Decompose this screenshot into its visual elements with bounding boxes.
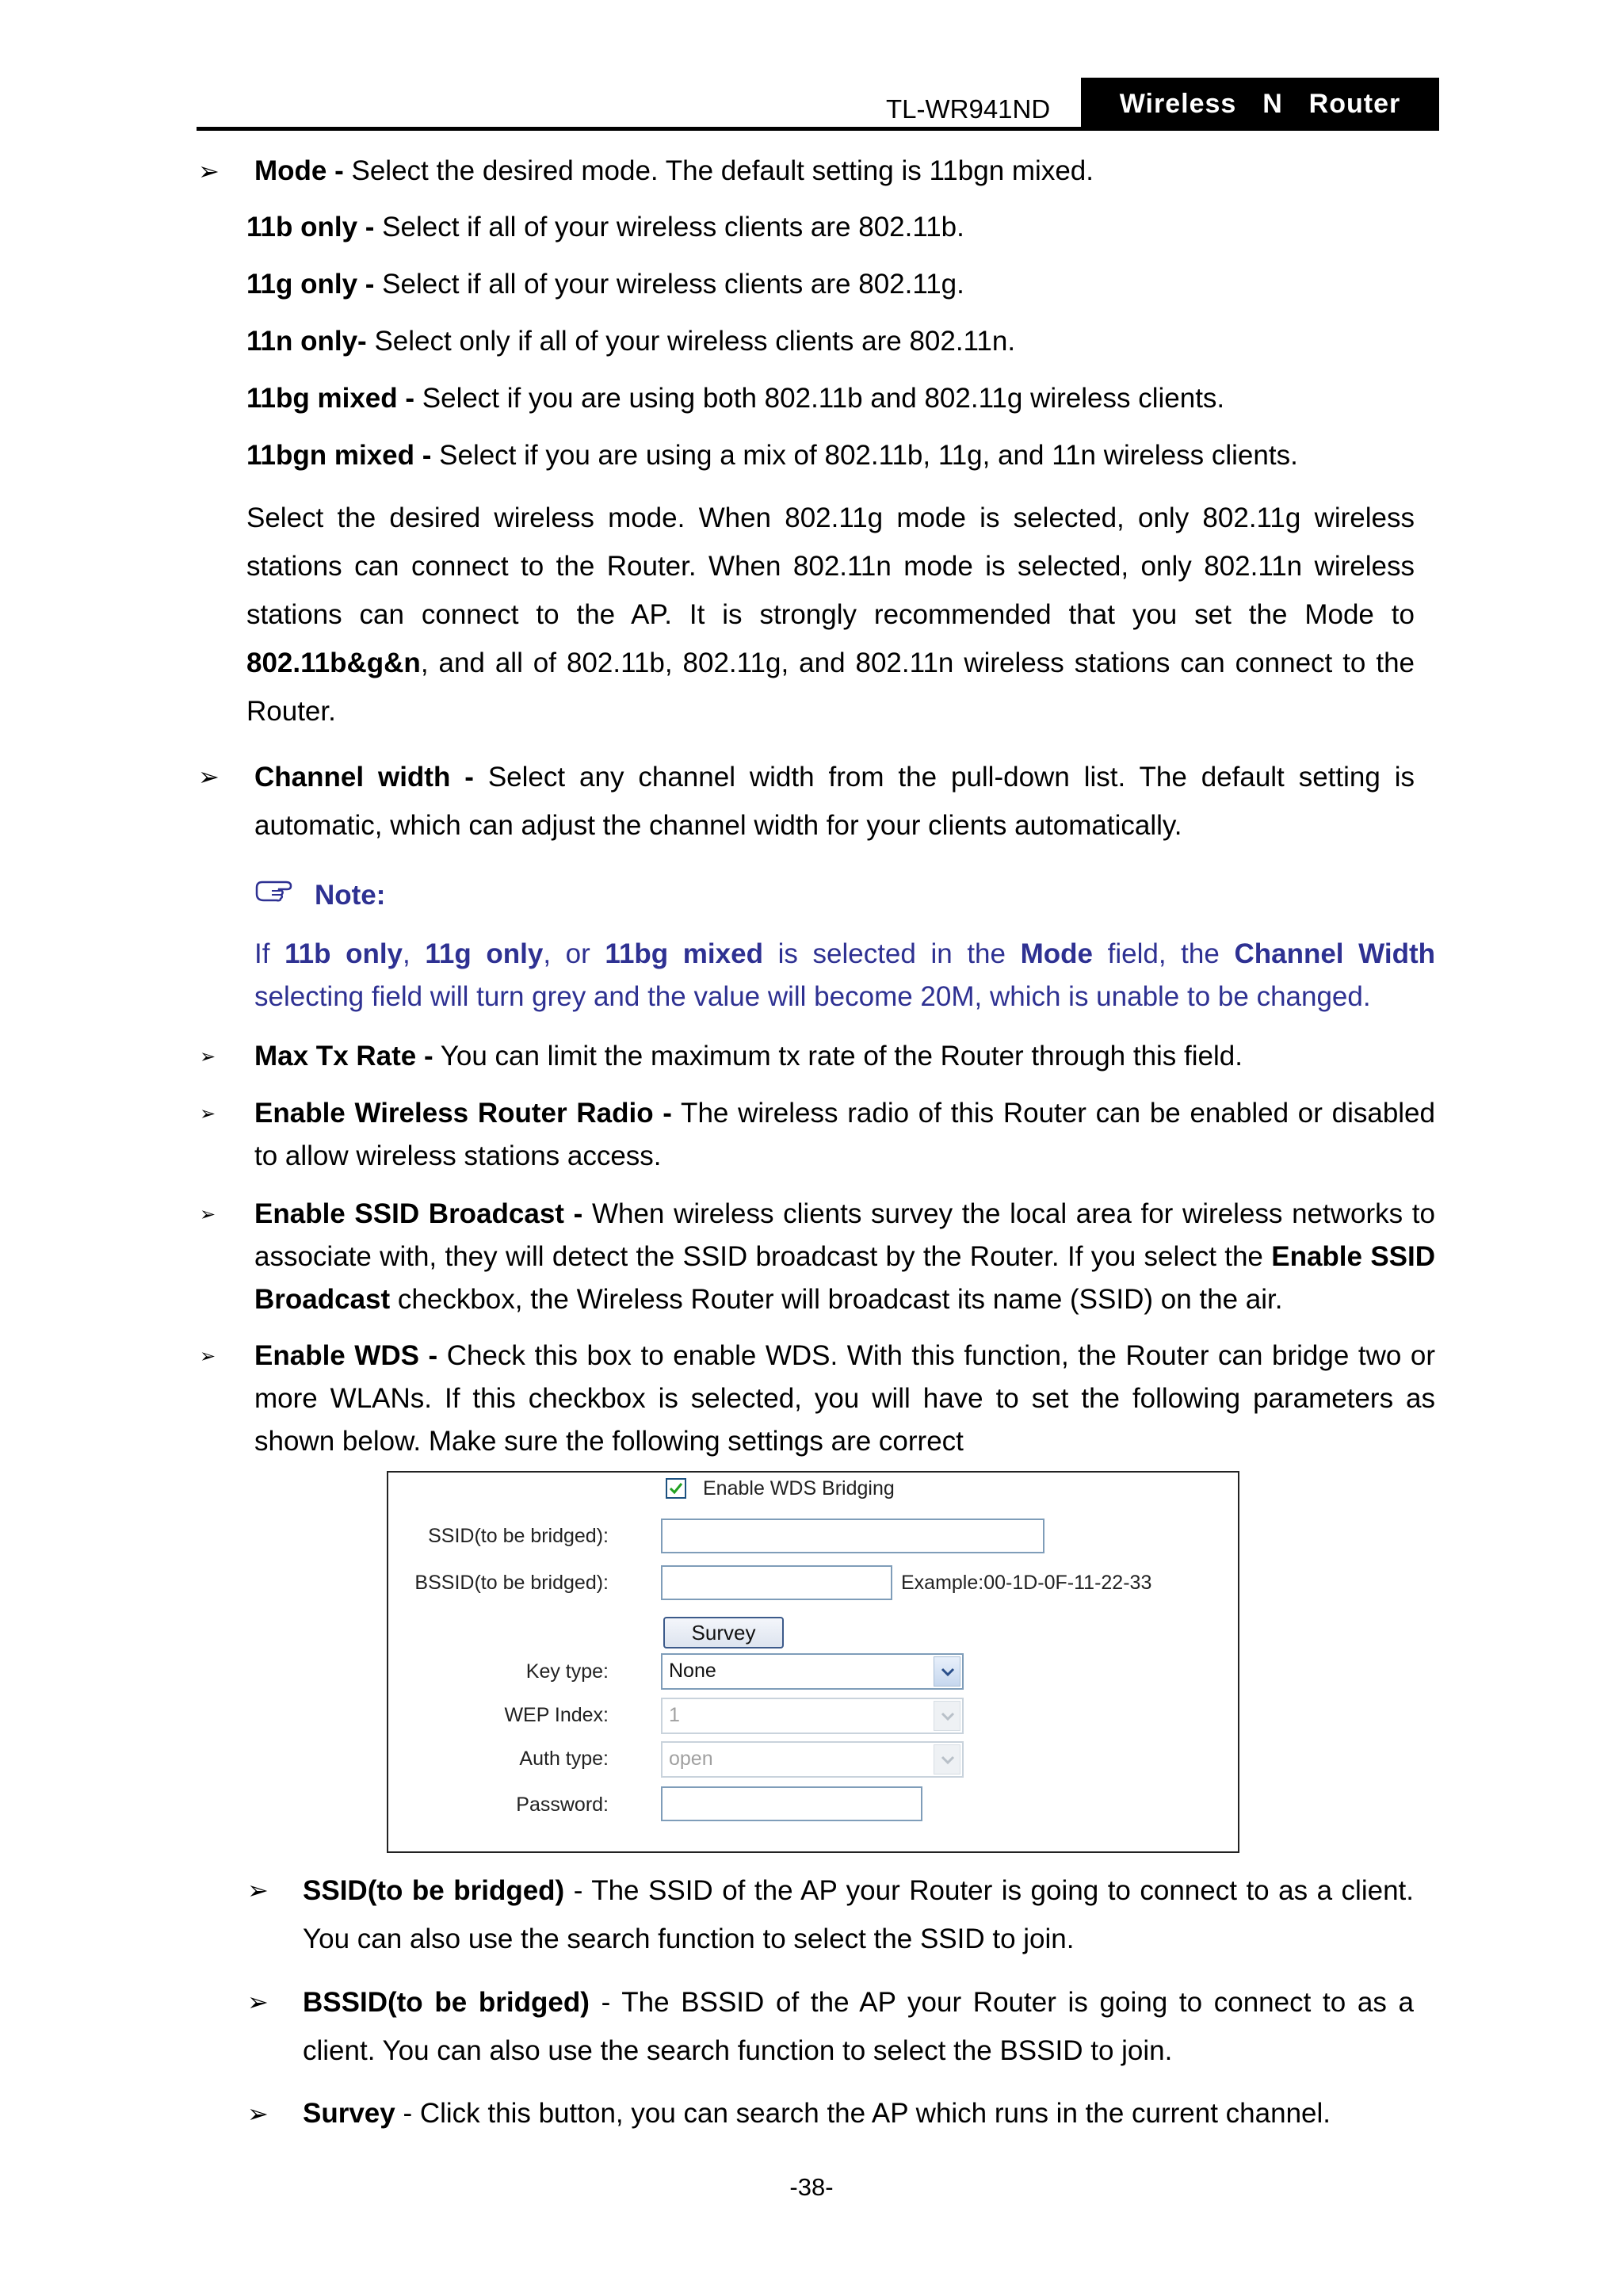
radio-item: Enable Wireless Router Radio - The wireless radio of this Router can be enabled or disabled to allow wireless stations access.: [254, 1098, 1435, 1171]
note-hand-icon: [254, 878, 299, 906]
ssid-label: SSID(to be bridged):: [428, 1525, 609, 1547]
mode-option: [246, 212, 964, 243]
header-model: TL-WR941ND: [886, 94, 1051, 124]
ssid-broadcast-item: Enable SSID Broadcast - When wireless clients survey the local area for wireless networks to associate with, they will detect the SSID broadcast by the Router. If you select the Enable SSID Broadcast checkbox, the Wireless Router will broadcast its name (SSID) on the air.: [254, 1198, 1436, 1315]
bssid-label: BSSID(to be bridged):: [414, 1572, 609, 1594]
wep-index-select[interactable]: [661, 1698, 964, 1734]
bullet-arrow-icon: ➢: [247, 2099, 269, 2128]
mode-option-text: Select if you are using a mix of 802.11b, 11g, and 11n wireless clients.: [431, 440, 1298, 471]
bssid-input[interactable]: [661, 1565, 892, 1600]
mode-option-text: Select only if all of your wireless clients are 802.11n.: [366, 326, 1016, 357]
page-number: -38-: [789, 2173, 834, 2201]
wds-settings-figure: [387, 1471, 1239, 1853]
bssid-example: Example:00-1D-0F-11-22-33: [901, 1572, 1152, 1594]
password-label: Password:: [516, 1794, 609, 1816]
wep-index-value: 1: [669, 1704, 680, 1726]
note-text: If 11b only, 11g only, or 11bg mixed is selected in the Mode field, the Channel Width selecting field will turn grey and the value will become 20M, which is unable to be changed.: [254, 938, 1436, 1012]
wep-index-label: WEP Index:: [504, 1704, 609, 1726]
key-type-value: None: [669, 1660, 716, 1682]
bullet-arrow-icon: ➢: [247, 1876, 269, 1904]
mode-option-label: 11n only-: [246, 326, 367, 357]
mode-label: Mode -: [254, 155, 344, 186]
mode-option-label: 11bg mixed -: [246, 383, 415, 414]
channel-width-item: Channel width - Select any channel width from the pull-down list. The default setting is automatic, which can adjust the channel width for your clients automatically.: [254, 762, 1415, 841]
mode-option-text: Select if all of your wireless clients are 802.11b.: [374, 212, 964, 243]
bullet-arrow-icon: ➢: [200, 1046, 216, 1068]
auth-type-label: Auth type:: [519, 1748, 609, 1770]
header-product: Wireless N Router: [1081, 78, 1439, 130]
wds-item: Enable WDS - Check this box to enable WDS. With this function, the Router can bridge two or more WLANs. If this checkbox is selected, you will have to set the following parameters as shown below. Make sure the following settings are correct: [254, 1340, 1435, 1457]
bullet-arrow-icon: ➢: [200, 1103, 216, 1125]
mode-option: [246, 440, 1298, 472]
auth-type-select[interactable]: [661, 1741, 964, 1778]
mode-option: [246, 383, 1224, 415]
mode-option: [246, 326, 1015, 357]
chevron-down-icon: [934, 1701, 960, 1731]
sub-item-ssid: SSID(to be bridged) - The SSID of the AP your Router is going to connect to as a client. You can also use the search function to select the SSID to join.: [303, 1875, 1414, 1954]
key-type-label: Key type:: [525, 1660, 609, 1683]
max-tx-item: Max Tx Rate - You can limit the maximum tx rate of the Router through this field.: [254, 1041, 1243, 1072]
chevron-down-icon: [934, 1744, 960, 1775]
sub-item-survey: Survey - Click this button, you can search the AP which runs in the current channel.: [303, 2098, 1331, 2129]
check-icon: [667, 1480, 685, 1497]
survey-button[interactable]: Survey: [663, 1617, 784, 1648]
key-type-select[interactable]: [661, 1653, 964, 1690]
bullet-arrow-icon: ➢: [198, 762, 220, 791]
mode-option-text: Select if you are using both 802.11b and 802.11g wireless clients.: [414, 383, 1225, 414]
bullet-arrow-icon: ➢: [198, 157, 220, 185]
note-title: Note:: [315, 880, 386, 911]
chevron-down-icon[interactable]: [934, 1656, 960, 1687]
bullet-arrow-icon: ➢: [247, 1988, 269, 2016]
ssid-input[interactable]: [661, 1519, 1044, 1553]
mode-paragraph: Select the desired wireless mode. When 802.11g mode is selected, only 802.11g wireless stations can connect to the Router. When 802.11n mode is selected, only 802.11n wireless stations can connect to the AP. It is strongly recommended that you set the Mode to 802.11b&g&n, and all of 802.11b, 802.11g, and 802.11n wireless stations can connect to the Router.: [246, 502, 1415, 727]
wds-checkbox-label: Enable WDS Bridging: [703, 1477, 895, 1499]
mode-option-text: Select if all of your wireless clients are 802.11g.: [374, 269, 964, 300]
mode-option-label: 11b only -: [246, 212, 375, 243]
bullet-arrow-icon: ➢: [200, 1204, 216, 1225]
mode-option: [246, 269, 964, 300]
header-rule: [197, 127, 1439, 131]
bullet-arrow-icon: ➢: [200, 1346, 216, 1367]
wds-checkbox[interactable]: [666, 1478, 686, 1499]
password-input[interactable]: [661, 1786, 922, 1821]
mode-option-label: 11bgn mixed -: [246, 440, 432, 471]
mode-item: [254, 155, 1094, 187]
auth-type-value: open: [669, 1748, 713, 1770]
sub-item-bssid: BSSID(to be bridged) - The BSSID of the AP your Router is going to connect to as a client. You can also use the search function to select the BSSID to join.: [303, 1987, 1414, 2066]
mode-text: Select the desired mode. The default setting is 11bgn mixed.: [343, 155, 1094, 186]
mode-option-label: 11g only -: [246, 269, 375, 300]
